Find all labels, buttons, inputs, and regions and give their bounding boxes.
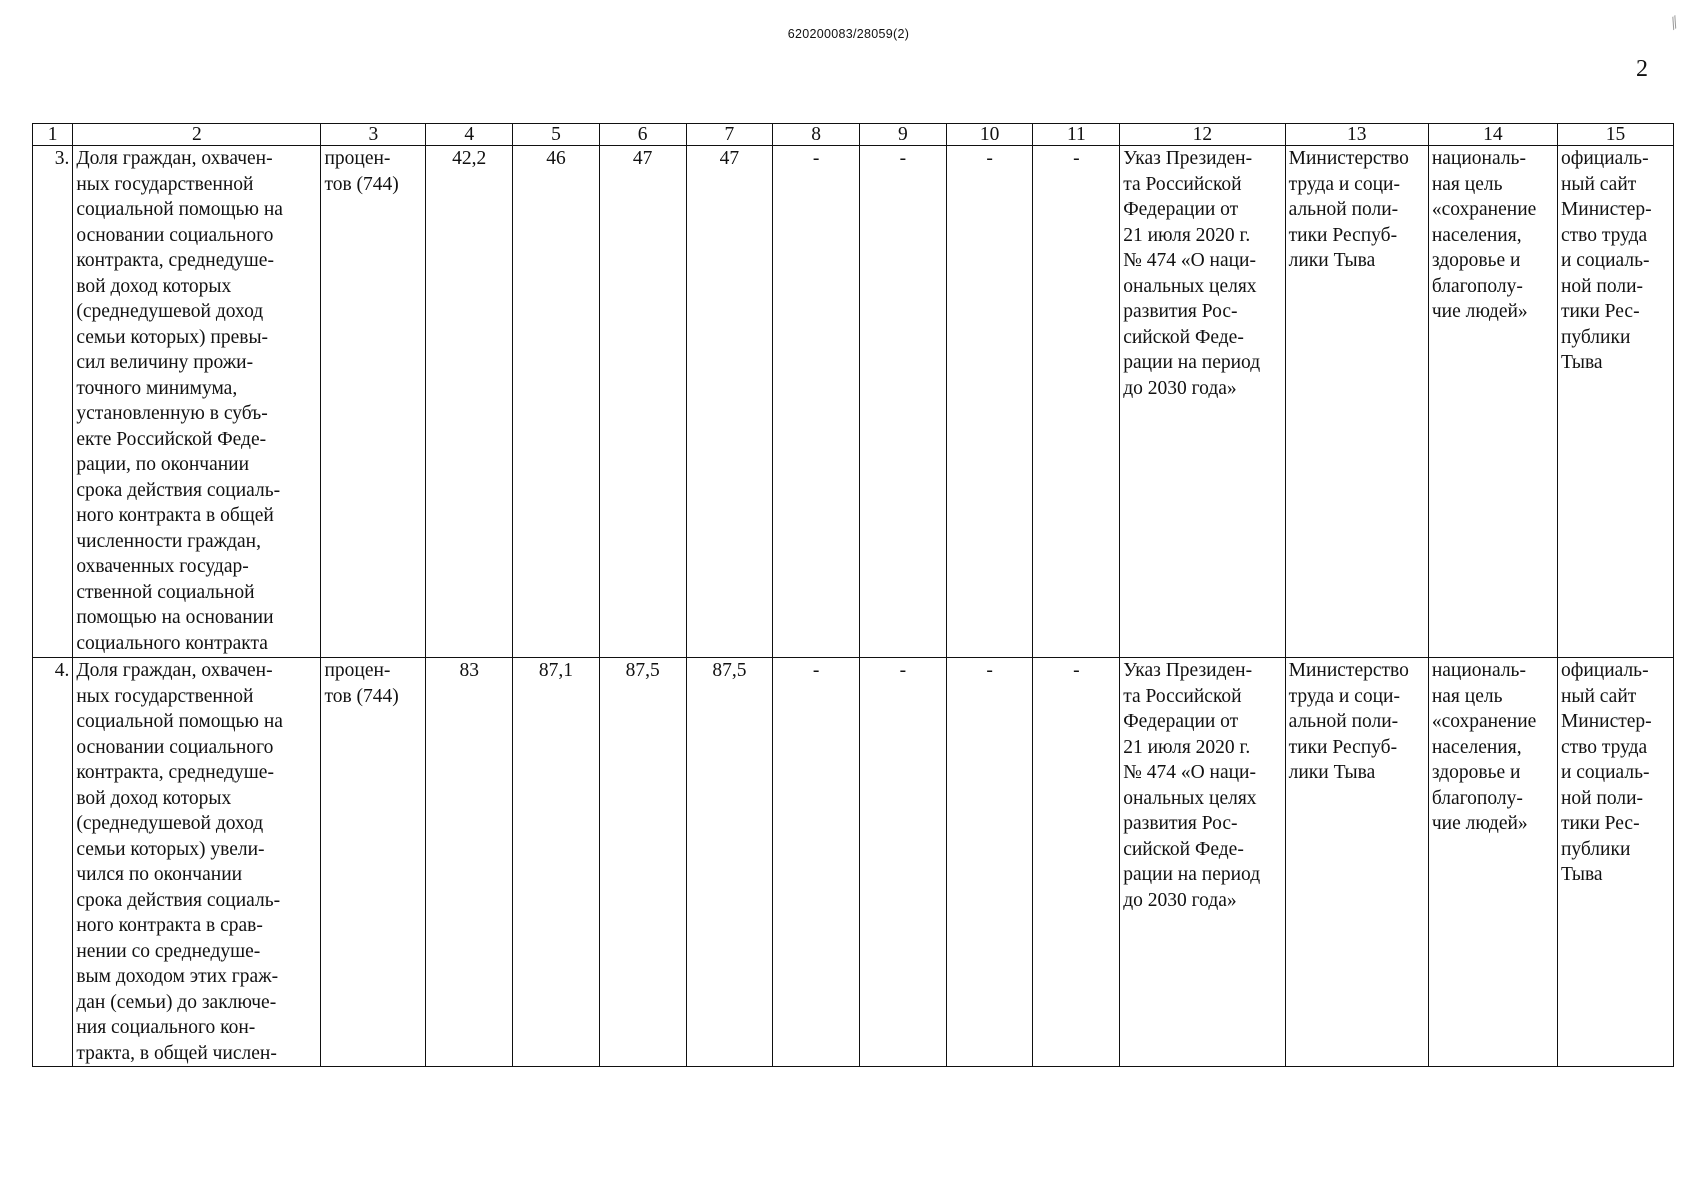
value-cell: 47 (599, 146, 686, 658)
column-header: 12 (1120, 124, 1285, 146)
indicator-name: Доля граждан, охвачен- ных государственной социальной помощью на основании социального контракта, среднедуше- вой доход которых (среднедушевой доход семьи которых) превы- сил величину прожи- точного минимума, установленную в субъ- екте Российской Феде- рации, по окончании срока действия социаль- ного контракта в общей численности граждан, охваченных государ- ственной социальной помощью на основании социального контракта (73, 146, 321, 658)
responsible-cell: Министерство труда и соци- альной поли- тики Респуб- лики Тыва (1285, 146, 1428, 658)
value-cell: 83 (426, 658, 513, 1067)
value-cell: 47 (686, 146, 773, 658)
value-cell: 42,2 (426, 146, 513, 658)
source-cell: официаль- ный сайт Министер- ство труда и социаль- ной поли- тики Рес- публики Тыва (1557, 146, 1673, 658)
column-header: 13 (1285, 124, 1428, 146)
column-header: 1 (33, 124, 73, 146)
row-index: 3. (33, 146, 73, 658)
row-index: 4. (33, 658, 73, 1067)
column-header: 2 (73, 124, 321, 146)
column-header: 5 (513, 124, 600, 146)
column-header: 9 (860, 124, 947, 146)
column-header: 8 (773, 124, 860, 146)
responsible-cell: Министерство труда и соци- альной поли- тики Респуб- лики Тыва (1285, 658, 1428, 1067)
value-cell: 87,5 (686, 658, 773, 1067)
value-cell: - (1033, 658, 1120, 1067)
column-header: 11 (1033, 124, 1120, 146)
column-header: 15 (1557, 124, 1673, 146)
corner-mark: ⁄⁄ (1667, 14, 1682, 32)
indicators-table (32, 123, 1674, 1067)
document-id: 620200083/28059(2) (787, 27, 910, 41)
value-cell: 87,1 (513, 658, 600, 1067)
column-header: 6 (599, 124, 686, 146)
unit-cell: процен- тов (744) (321, 146, 426, 658)
table-row (33, 146, 1674, 658)
basis-cell: Указ Президен- та Российской Федерации от 21 июля 2020 г. № 474 «О наци- ональных целях развития Рос- сийской Феде- рации на период до 2030 года» (1120, 146, 1285, 658)
page-number: 2 (1636, 56, 1648, 82)
column-header: 4 (426, 124, 513, 146)
column-header: 10 (946, 124, 1033, 146)
column-header: 3 (321, 124, 426, 146)
unit-cell: процен- тов (744) (321, 658, 426, 1067)
value-cell: - (773, 146, 860, 658)
value-cell: - (773, 658, 860, 1067)
value-cell: - (860, 146, 947, 658)
value-cell: 87,5 (599, 658, 686, 1067)
value-cell: - (860, 658, 947, 1067)
value-cell: - (946, 658, 1033, 1067)
value-cell: 46 (513, 146, 600, 658)
value-cell: - (946, 146, 1033, 658)
source-cell: официаль- ный сайт Министер- ство труда и социаль- ной поли- тики Рес- публики Тыва (1557, 658, 1673, 1067)
column-header: 14 (1428, 124, 1557, 146)
table-row (33, 658, 1674, 1067)
column-header: 7 (686, 124, 773, 146)
goal-cell: националь- ная цель «сохранение населения, здоровье и благополу- чие людей» (1428, 658, 1557, 1067)
column-number-row (33, 124, 1674, 146)
indicator-name: Доля граждан, охвачен- ных государственной социальной помощью на основании социального контракта, среднедуше- вой доход которых (среднедушевой доход семьи которых) увели- чился по окончании срока действия социаль- ного контракта в срав- нении со среднедуше- вым доходом этих граж- дан (семьи) до заключе- ния социального кон- тракта, в общей числен- (73, 658, 321, 1067)
value-cell: - (1033, 146, 1120, 658)
goal-cell: националь- ная цель «сохранение населения, здоровье и благополу- чие людей» (1428, 146, 1557, 658)
basis-cell: Указ Президен- та Российской Федерации от 21 июля 2020 г. № 474 «О наци- ональных целях развития Рос- сийской Феде- рации на период до 2030 года» (1120, 658, 1285, 1067)
